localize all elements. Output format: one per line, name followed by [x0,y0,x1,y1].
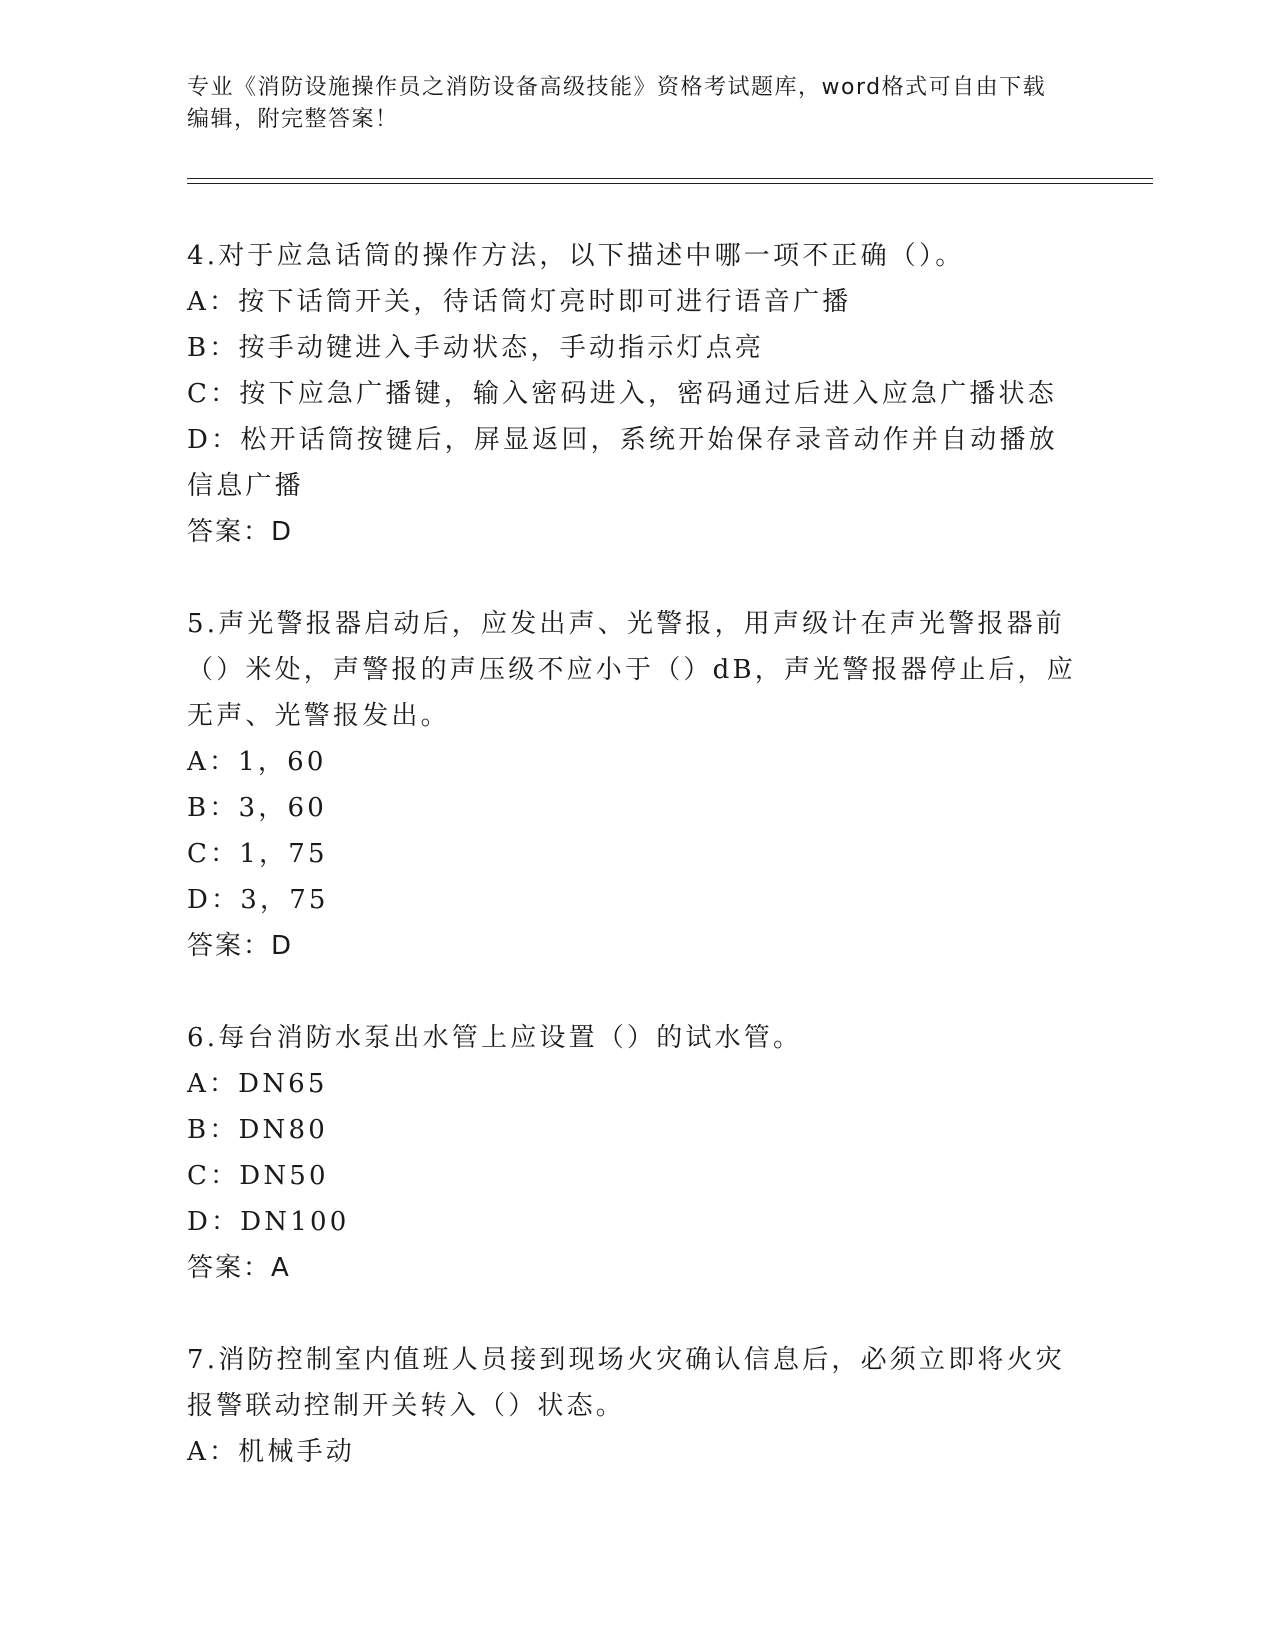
question-6 [187,1015,1087,1291]
answer-label: 答案：D [187,517,294,547]
question-stem: 6.每台消防水泵出水管上应设置（）的试水管。 [187,1023,803,1053]
answer-label: 答案：D [187,931,294,961]
question-list [187,233,1087,1521]
option-c: C：DN50 [187,1161,329,1191]
question-stem: 4.对于应急话筒的操作方法，以下描述中哪一项不正确（）。 [187,241,965,271]
answer-label: 答案：A [187,1253,291,1283]
header-divider-bottom [187,183,1153,184]
option-c: C：1，75 [187,839,328,869]
option-a: A：1，60 [187,747,327,777]
option-c: C：按下应急广播键，输入密码进入，密码通过后进入应急广播状态 [187,379,1057,409]
header-divider-top [187,178,1153,179]
question-stem: 7.消防控制室内值班人员接到现场火灾确认信息后，必须立即将火灾报警联动控制开关转入（）状态。 [187,1345,1066,1421]
option-b: B：按手动键进入手动状态，手动指示灯点亮 [187,333,765,363]
option-d: D：DN100 [187,1207,350,1237]
option-d: D：松开话筒按键后，屏显返回，系统开始保存录音动作并自动播放信息广播 [187,425,1058,501]
document-intro: 专业《消防设施操作员之消防设备高级技能》资格考试题库，word格式可自由下载编辑，附完整答案！ [187,75,1047,132]
question-5 [187,601,1087,969]
question-4 [187,233,1087,555]
option-b: B：3，60 [187,793,327,823]
option-b: B：DN80 [187,1115,328,1145]
option-a: A：DN65 [187,1069,328,1099]
option-a: A：按下话筒开关，待话筒灯亮时即可进行语音广播 [187,287,852,317]
option-a: A：机械手动 [187,1437,355,1467]
option-d: D：3，75 [187,885,329,915]
question-stem: 5.声光警报器启动后，应发出声、光警报，用声级计在声光警报器前（）米处，声警报的声压级不应小于（）dB，声光警报器停止后，应无声、光警报发出。 [187,609,1076,731]
question-7 [187,1337,1087,1475]
